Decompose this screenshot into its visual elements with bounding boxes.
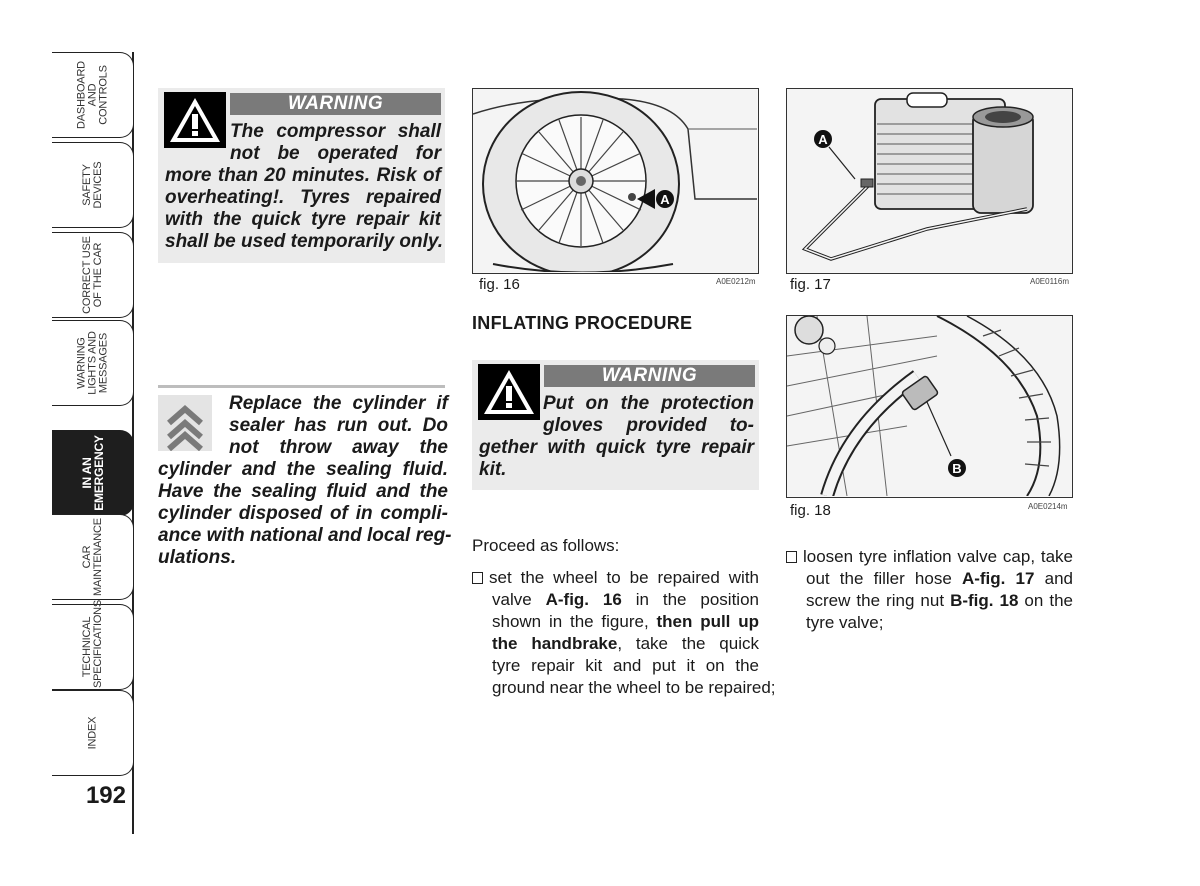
figure-18-caption: fig. 18 — [790, 502, 831, 519]
warning-header: WARNING — [544, 365, 755, 387]
valve-illustration — [787, 316, 1071, 496]
note-line: Replace the cylinder if — [229, 393, 448, 414]
step-text: ground near the wheel to be repaired; — [492, 678, 776, 697]
warning-text-bottom — [165, 165, 444, 253]
note-line: cylinder disposed of in compli- — [158, 503, 448, 524]
figure-16-caption: fig. 16 — [479, 276, 520, 293]
warning-line: more than 20 minutes. Risk of — [165, 165, 441, 186]
tab-car-maintenance[interactable] — [52, 514, 134, 600]
step-text: tyre valve; — [806, 613, 884, 632]
warning-line: Put on the protection — [543, 393, 754, 414]
warning-line: shall be used temporarily only. — [165, 231, 444, 252]
wheel-illustration — [473, 89, 757, 272]
compressor-illustration — [787, 89, 1071, 272]
step-text: screw the ring nut — [806, 591, 951, 610]
figure-reference: B-fig. 18 — [950, 591, 1019, 610]
figure-17-caption: fig. 17 — [790, 276, 831, 293]
tab-label: SAFETY DEVICES — [80, 161, 104, 209]
warning-line: kit. — [479, 459, 507, 480]
figure-17-code: A0E0116m — [1030, 277, 1069, 286]
page-number: 192 — [85, 782, 126, 809]
tab-technical-specifications[interactable] — [52, 599, 134, 690]
note-line: ulations. — [158, 547, 237, 568]
marker-a: A — [818, 132, 828, 147]
warning2-text-top — [543, 393, 754, 437]
tab-safety-devices[interactable] — [52, 142, 134, 228]
tab-label: IN AN EMERGENCY — [79, 435, 106, 511]
warning-line: gether with quick tyre repair — [479, 437, 754, 458]
warning-triangle-icon — [478, 364, 540, 420]
warning-line: overheating!. Tyres repaired — [165, 187, 441, 208]
step-text: on the — [1018, 591, 1073, 610]
figure-reference: A-fig. 16 — [545, 590, 622, 609]
emphasis-text: then pull up — [656, 612, 759, 631]
note-line: cylinder and the sealing fluid. — [158, 459, 448, 480]
tab-label: CORRECT USE OF THE CAR — [80, 236, 104, 314]
note-line: not throw away the — [229, 437, 448, 458]
emphasis-text: the handbrake — [492, 634, 618, 653]
warning-line: gloves provided to- — [543, 415, 754, 436]
tab-label: DASHBOARD AND CONTROLS — [75, 61, 109, 129]
warning-line: with the quick tyre repair kit — [165, 209, 441, 230]
step-1 — [472, 567, 776, 699]
step-2 — [786, 546, 1073, 634]
tab-warning-lights[interactable] — [52, 320, 134, 406]
figure-18-code: A0E0214m — [1028, 502, 1068, 511]
tab-correct-use[interactable] — [52, 232, 134, 318]
marker-a: A — [660, 192, 670, 207]
step-text: tyre repair kit and put it on the — [492, 656, 759, 675]
step-text: out the filler hose — [806, 569, 962, 588]
checkbox-bullet-icon — [472, 572, 483, 584]
step-text: , take the quick — [617, 634, 759, 653]
chapter-tabs — [52, 52, 134, 777]
step-text: loosen tyre inflation valve cap, take — [803, 547, 1073, 566]
step-text: in the position — [621, 590, 759, 609]
figure-16-code: A0E0212m — [716, 277, 756, 286]
tab-label: CAR MAINTENANCE — [80, 518, 104, 596]
warning-triangle-icon — [164, 92, 226, 148]
tab-dashboard-and-controls[interactable] — [52, 52, 134, 138]
marker-b: B — [952, 461, 962, 476]
warning2-text-bottom — [479, 437, 754, 481]
tab-label: INDEX — [86, 716, 98, 750]
warning-line: not be operated for — [230, 143, 441, 164]
tab-label: TECHNICAL SPECIFICATIONS — [80, 599, 104, 688]
warning-header: WARNING — [230, 93, 441, 115]
figure-reference: A-fig. 17 — [961, 569, 1035, 588]
proceed-intro: Proceed as follows: — [472, 536, 620, 555]
warning-text-top — [230, 121, 441, 165]
step-text: set the wheel to be repaired with — [489, 568, 759, 587]
figure-18-valve — [786, 315, 1073, 498]
figure-17-compressor — [786, 88, 1073, 274]
step-text: valve — [492, 590, 546, 609]
warning-line: The compressor shall — [230, 121, 441, 142]
note-line: ance with national and local reg- — [158, 525, 452, 546]
section-title: INFLATING PROCEDURE — [472, 313, 693, 333]
tab-in-an-emergency[interactable] — [52, 430, 134, 516]
step-text: shown in the figure, — [492, 612, 657, 631]
note-divider — [158, 385, 445, 388]
note-line: Have the sealing fluid and the — [158, 481, 448, 502]
note-line: sealer has run out. Do — [229, 415, 448, 436]
checkbox-bullet-icon — [786, 551, 797, 563]
step-text: and — [1034, 569, 1073, 588]
page-rail — [132, 776, 134, 834]
tab-label: WARNING LIGHTS AND MESSAGES — [75, 331, 109, 395]
tab-index[interactable] — [52, 690, 134, 776]
figure-16-wheel — [472, 88, 759, 274]
note-text — [158, 393, 452, 569]
